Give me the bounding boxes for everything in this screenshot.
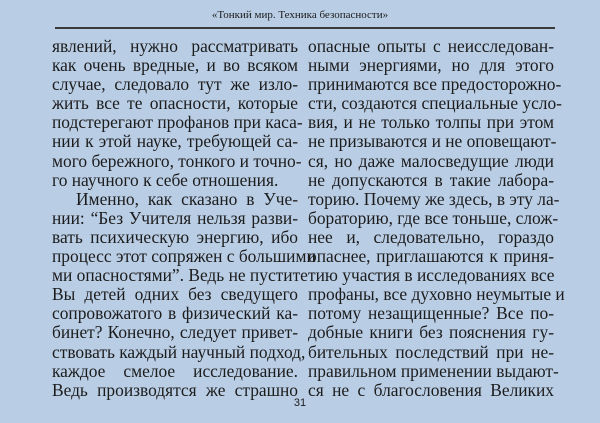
left-text-column <box>52 36 316 400</box>
text-line: ми опасностями”. Ведь не пустите <box>52 265 308 286</box>
text-line: процесс этот сопряжен с большими <box>52 246 316 267</box>
text-line: не призываются и не оповещают- <box>308 131 557 152</box>
running-header-title: «Тонкий мир. Техника безопасности» <box>211 9 389 21</box>
text-line: торию. Почему же здесь, в эту ла- <box>308 188 560 209</box>
text-line: подстерегают профанов при каса- <box>52 112 303 133</box>
text-line: вия, и не только толпы при этом <box>308 112 554 133</box>
text-line: ся, но даже малосведущие люди <box>308 150 554 171</box>
text-line: Вы детей одних без сведущего <box>52 284 298 305</box>
header-rule <box>55 27 555 29</box>
text-line: принимаются все предосторожно- <box>308 74 562 95</box>
text-line: потому незащищенные? Все по- <box>308 303 554 324</box>
text-line-paragraph-start: Именно, как сказано в Уче- <box>76 188 298 209</box>
text-line: сопровожатого в физический ка- <box>52 303 298 324</box>
text-line: нии к этой науке, требующей са- <box>52 131 298 152</box>
text-line: вать психическую энергию, ибо <box>52 226 298 247</box>
right-text-column <box>308 36 565 400</box>
text-line: опасные опыты с неисследован- <box>308 36 554 56</box>
text-line: ными энергиями, но для этого <box>308 55 554 76</box>
text-line: добные книги без пояснения гу- <box>308 322 554 343</box>
text-line: явлений, нужно рассматривать <box>52 36 298 56</box>
text-line: случае, следовало тут же изло- <box>52 74 298 95</box>
text-line: бинет? Конечно, следует привет- <box>52 322 298 343</box>
text-line: опаснее, приглашаются к приня- <box>308 246 554 267</box>
text-line: каждое смелое исследование. <box>52 360 298 381</box>
text-line: жить все те опасности, которые <box>52 93 298 114</box>
text-line: бораторию, где все тоньше, слож- <box>308 207 559 228</box>
text-line: профаны, все духовно неумытые и <box>308 284 565 305</box>
text-line: ствовать каждый научный подход, <box>52 341 306 362</box>
text-line: правильном применении выдают- <box>308 360 559 381</box>
text-line: нее и, следовательно, гораздо <box>308 226 554 247</box>
text-line: не допускаются в такие лабора- <box>308 169 554 190</box>
text-line: тию участия в исследованиях все <box>308 265 555 286</box>
text-line: сти, создаются специальные усло- <box>308 93 562 114</box>
text-line: нии: “Без Учителя нельзя разви- <box>52 207 298 228</box>
page-number: 31 <box>293 397 307 409</box>
text-line: ся не с благословения Великих <box>308 379 554 400</box>
text-line-paragraph-end: го научного к себе отношения. <box>52 169 279 190</box>
text-line: Ведь производятся же страшно <box>52 379 298 400</box>
text-line: мого бережного, тонкого и точно- <box>52 150 302 171</box>
text-line: как очень вредные, и во всяком <box>52 55 298 76</box>
text-line: бительных последствий при не- <box>308 341 554 362</box>
